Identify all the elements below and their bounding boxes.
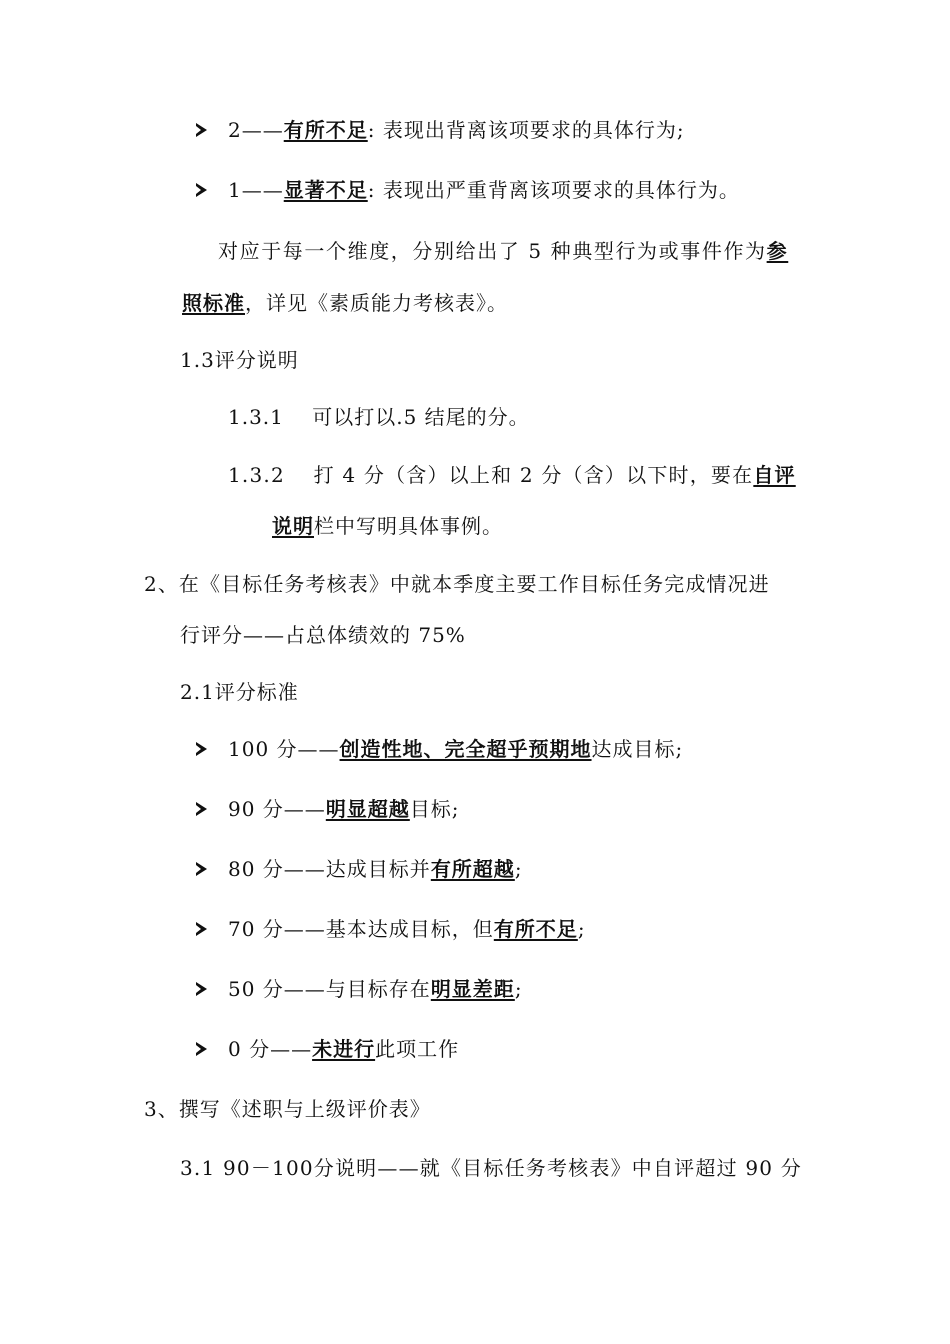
bullet-arrow-icon <box>196 802 207 816</box>
score-prefix: 0 分—— <box>228 1037 313 1061</box>
score-term: 有所超越 <box>430 857 515 881</box>
subsection-term: 说明 <box>272 514 314 538</box>
bullet-arrow-icon <box>196 862 207 876</box>
bullet-arrow-icon <box>196 123 207 137</box>
score-desc: ; <box>577 917 586 941</box>
bullet-arrow-icon <box>196 982 207 996</box>
numbered-item: 3、撰写《述职与上级评价表》 <box>144 1097 431 1121</box>
rating-2-term: 有所不足 <box>283 118 368 142</box>
score-term: 明显差距 <box>430 977 515 1001</box>
bullet-arrow-icon <box>196 1042 207 1056</box>
score-prefix: 50 分——与目标存在 <box>228 977 431 1001</box>
score-desc: 目标; <box>409 797 460 821</box>
score-term: 未进行 <box>312 1037 376 1061</box>
paragraph-term: 照标准 <box>182 291 245 315</box>
score-prefix: 80 分——达成目标并 <box>228 857 431 881</box>
subsection-line: 1.3.1 可以打以.5 结尾的分。 <box>228 405 530 429</box>
subsection-term: 自评 <box>753 463 796 487</box>
numbered-item: 2、在《目标任务考核表》中就本季度主要工作目标任务完成情况进 <box>144 572 770 596</box>
rating-2-desc: : 表现出背离该项要求的具体行为; <box>367 118 685 142</box>
paragraph-text: 对应于每一个维度，分别给出了 5 种典型行为或事件作为 <box>218 239 767 263</box>
rating-1-prefix: 1—— <box>228 178 284 202</box>
section-heading: 2.1评分标准 <box>180 680 299 704</box>
paragraph-text: ，详见《素质能力考核表》。 <box>245 291 508 315</box>
paragraph-term: 参 <box>766 239 789 263</box>
score-prefix: 70 分——基本达成目标，但 <box>228 917 494 941</box>
rating-2-line <box>228 115 685 145</box>
section-line: 3.1 90－100分说明——就《目标任务考核表》中自评超过 90 分 <box>180 1156 802 1180</box>
score-desc: 此项工作 <box>375 1037 460 1061</box>
numbered-item-cont: 行评分——占总体绩效的 75% <box>180 623 466 647</box>
score-prefix: 90 分—— <box>228 797 326 821</box>
rating-1-desc: : 表现出严重背离该项要求的具体行为。 <box>367 178 740 202</box>
rating-1-line <box>228 175 740 205</box>
score-prefix: 100 分—— <box>228 737 340 761</box>
score-term: 明显超越 <box>325 797 410 821</box>
rating-2-prefix: 2—— <box>228 118 284 142</box>
paragraph-line <box>218 236 788 266</box>
score-80-line <box>228 854 523 884</box>
subsection-line <box>228 460 796 490</box>
rating-1-term: 显著不足 <box>283 178 368 202</box>
score-100-line <box>228 734 683 764</box>
subsection-text: 栏中写明具体事例。 <box>314 514 503 538</box>
bullet-arrow-icon <box>196 742 207 756</box>
score-desc: ; <box>514 857 523 881</box>
score-70-line <box>228 914 586 944</box>
score-desc: 达成目标; <box>591 737 684 761</box>
section-heading: 1.3评分说明 <box>180 348 299 372</box>
score-term: 有所不足 <box>493 917 578 941</box>
score-90-line <box>228 794 460 824</box>
score-term: 创造性地、完全超乎预期地 <box>339 737 592 761</box>
paragraph-line <box>182 288 508 318</box>
subsection-text: 1.3.2 打 4 分（含）以上和 2 分（含）以下时，要在 <box>228 463 754 487</box>
score-desc: ; <box>514 977 523 1001</box>
subsection-line <box>272 511 503 541</box>
bullet-arrow-icon <box>196 183 207 197</box>
bullet-arrow-icon <box>196 922 207 936</box>
score-50-line <box>228 974 523 1004</box>
score-0-line <box>228 1034 459 1064</box>
